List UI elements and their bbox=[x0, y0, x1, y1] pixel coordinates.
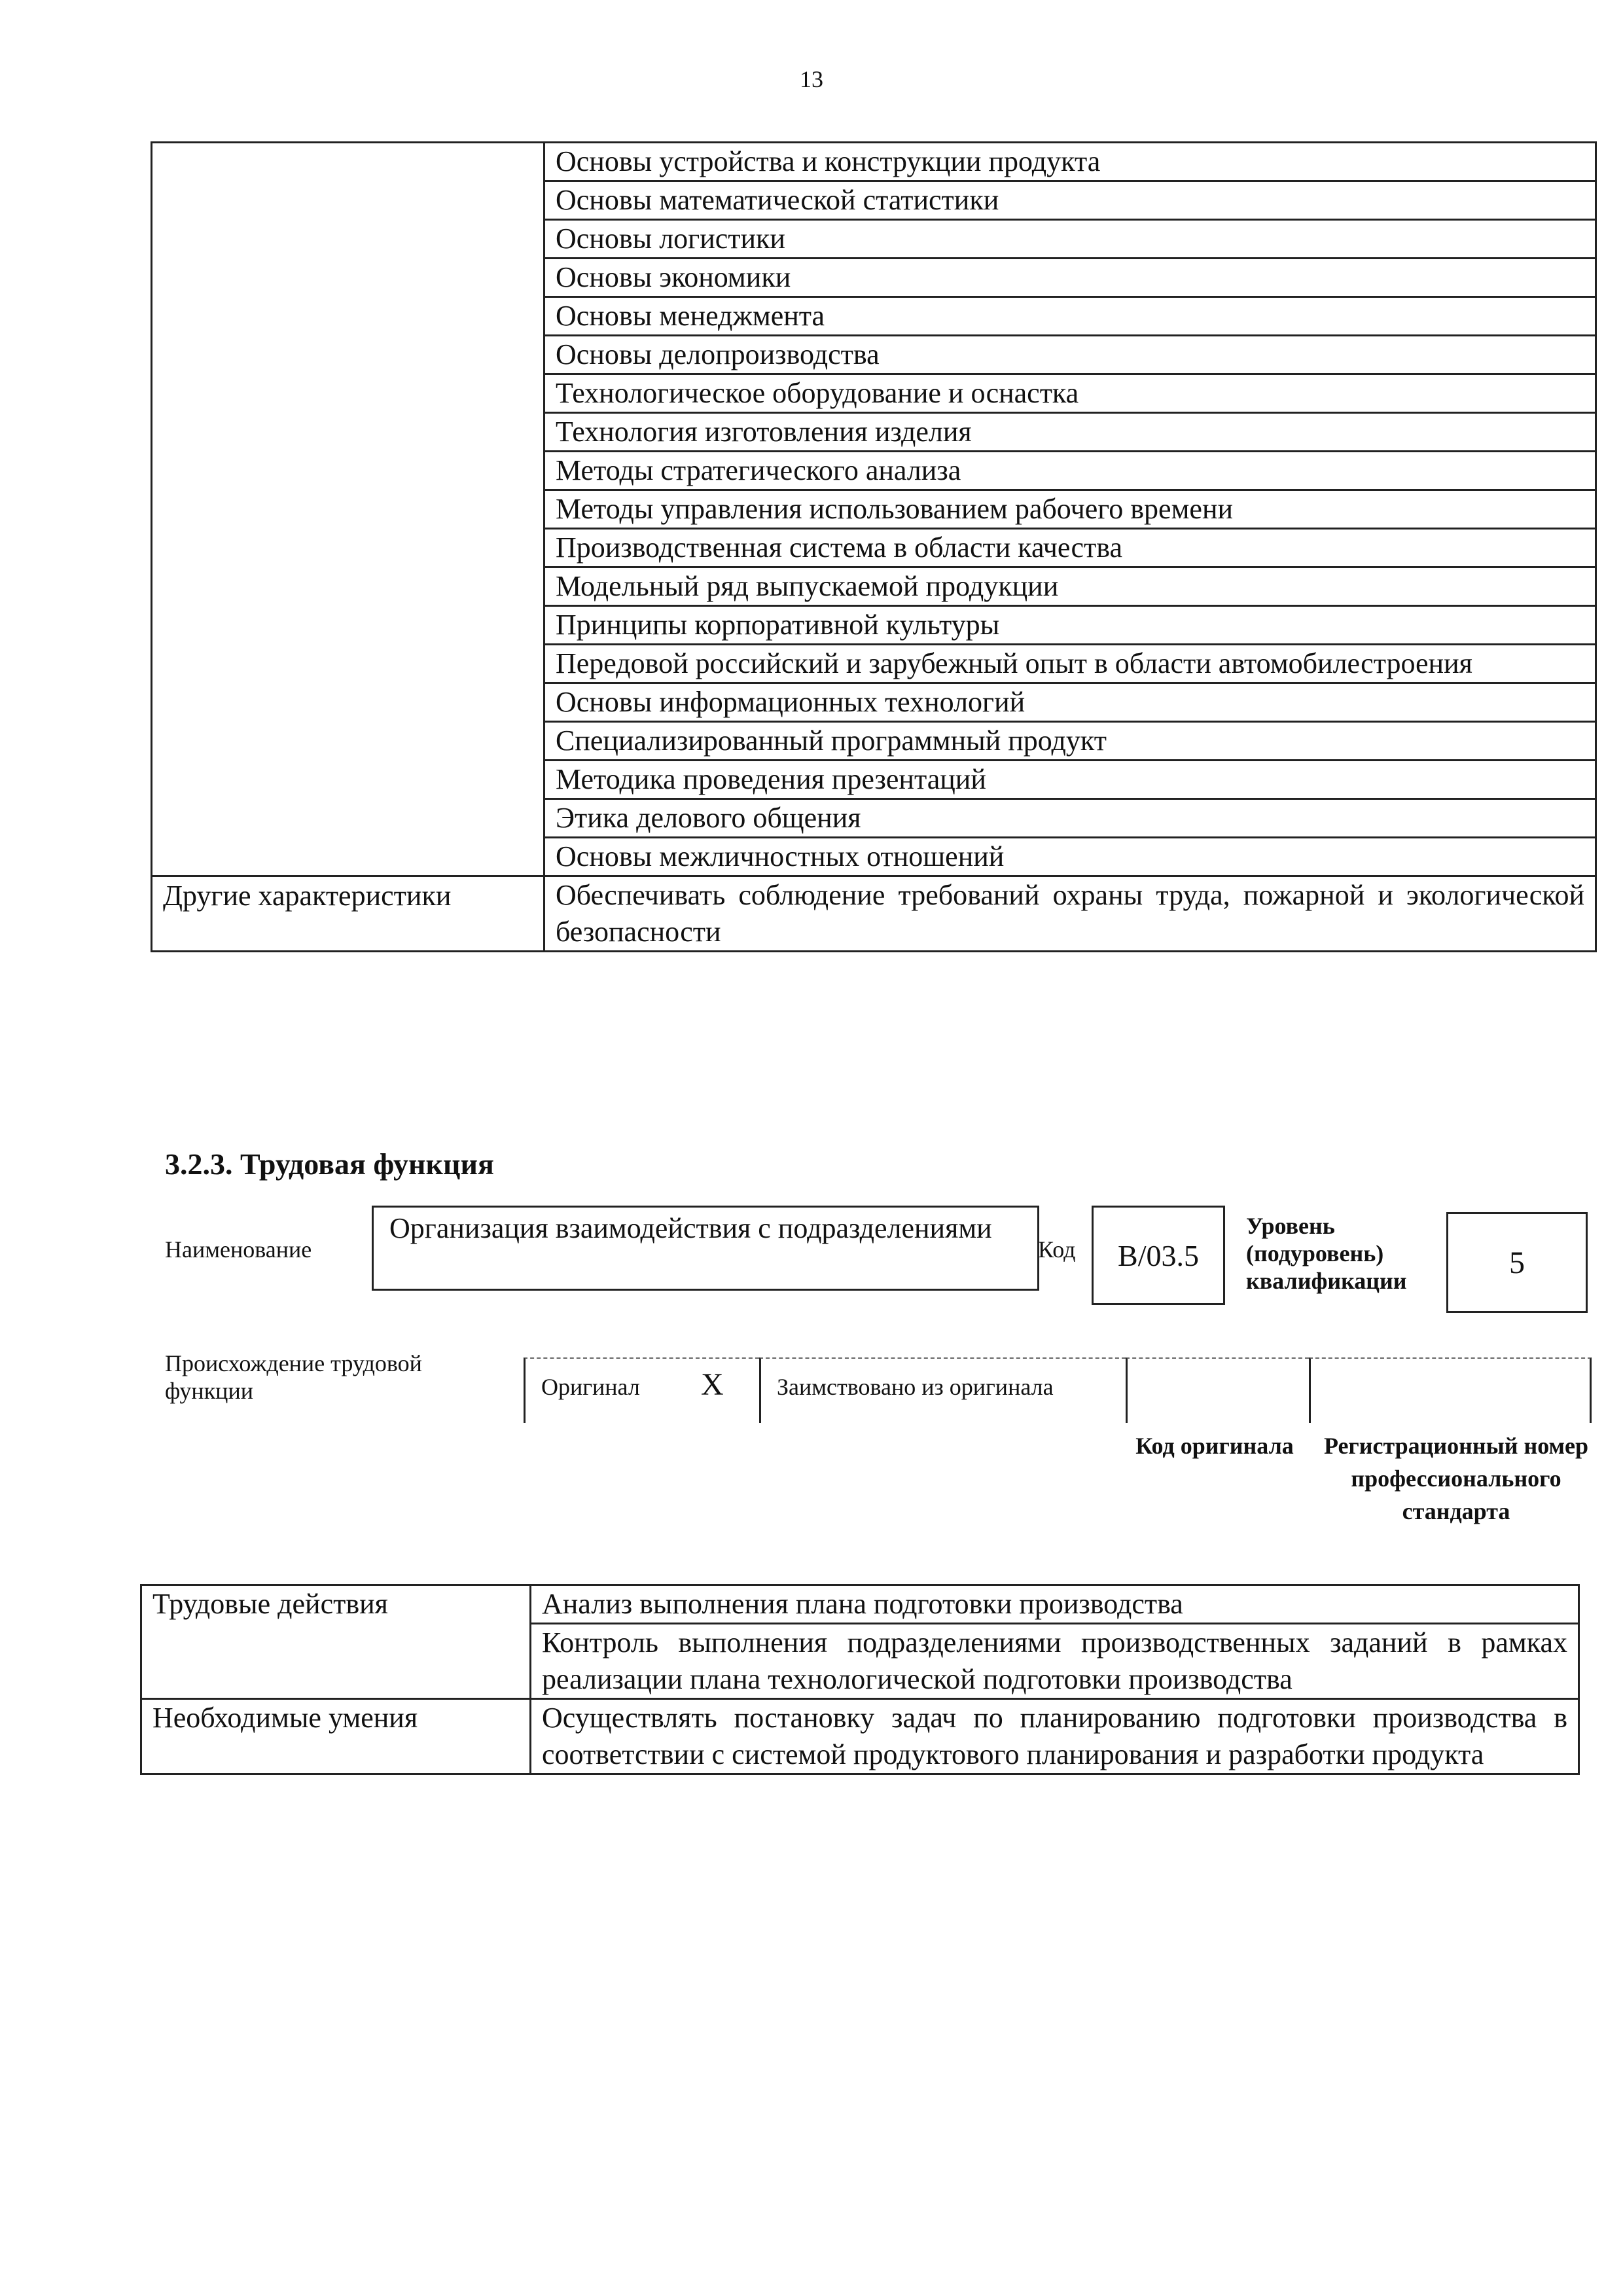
origin-mark: X bbox=[701, 1367, 724, 1402]
list-item: Анализ выполнения плана подготовки производства bbox=[531, 1585, 1579, 1624]
page-number: 13 bbox=[800, 66, 823, 92]
level-label: Уровень (подуровень) квалификации bbox=[1246, 1213, 1407, 1294]
list-item: Основы математической статистики bbox=[544, 181, 1596, 220]
list-item: Основы логистики bbox=[544, 220, 1596, 259]
table-row bbox=[141, 1585, 1579, 1624]
list-item: Основы межличностных отношений bbox=[544, 838, 1596, 876]
origin-borrowed-cell bbox=[759, 1357, 1126, 1423]
list-item: Передовой российский и зарубежный опыт в области автомобилестроения bbox=[544, 645, 1596, 683]
section-title: 3.2.3. Трудовая функция bbox=[165, 1147, 494, 1181]
other-characteristics-label: Другие характеристики bbox=[152, 876, 544, 952]
list-item: Методы управления использованием рабочего времени bbox=[544, 490, 1596, 529]
origin-original-label: Оригинал bbox=[541, 1374, 640, 1400]
list-item: Технология изготовления изделия bbox=[544, 413, 1596, 452]
name-value: Организация взаимодействия с подразделениями bbox=[372, 1206, 1039, 1291]
origin-code-cell bbox=[1126, 1357, 1309, 1423]
code-original-label: Код оригинала bbox=[1135, 1433, 1294, 1459]
list-item: Технологическое оборудование и оснастка bbox=[544, 374, 1596, 413]
list-item: Осуществлять постановку задач по планированию подготовки производства в соответствии с системой продуктового планирования и разработки продукта bbox=[531, 1699, 1579, 1774]
list-item: Этика делового общения bbox=[544, 799, 1596, 838]
code-value: В/03.5 bbox=[1092, 1206, 1225, 1305]
actions-table bbox=[140, 1584, 1580, 1775]
list-item: Производственная система в области качества bbox=[544, 529, 1596, 567]
list-item: Модельный ряд выпускаемой продукции bbox=[544, 567, 1596, 606]
reg-number-label: Регистрационный номер профессионального стандарта bbox=[1323, 1433, 1589, 1524]
level-value: 5 bbox=[1446, 1212, 1588, 1313]
list-item: Основы устройства и конструкции продукта bbox=[544, 143, 1596, 181]
empty-label-cell bbox=[152, 143, 544, 876]
list-item: Основы делопроизводства bbox=[544, 336, 1596, 374]
skills-label: Необходимые умения bbox=[141, 1699, 531, 1774]
other-characteristics-value: Обеспечивать соблюдение требований охраны труда, пожарной и экологической безопасности bbox=[544, 876, 1596, 952]
list-item: Контроль выполнения подразделениями производственных заданий в рамках реализации плана технологической подготовки производства bbox=[531, 1624, 1579, 1699]
origin-borrowed-label: Заимствовано из оригинала bbox=[777, 1374, 1054, 1400]
table-row bbox=[152, 876, 1596, 952]
labor-actions-label: Трудовые действия bbox=[141, 1585, 531, 1699]
table-row bbox=[141, 1699, 1579, 1774]
list-item: Основы менеджмента bbox=[544, 297, 1596, 336]
origin-original-cell bbox=[524, 1357, 759, 1423]
origin-row bbox=[524, 1357, 1592, 1423]
list-item: Методика проведения презентаций bbox=[544, 761, 1596, 799]
table-row bbox=[152, 143, 1596, 181]
code-label: Код bbox=[1038, 1236, 1076, 1263]
list-item: Основы экономики bbox=[544, 259, 1596, 297]
list-item: Специализированный программный продукт bbox=[544, 722, 1596, 761]
list-item: Методы стратегического анализа bbox=[544, 452, 1596, 490]
name-label: Наименование bbox=[165, 1236, 312, 1263]
origin-reg-cell bbox=[1309, 1357, 1592, 1423]
list-item: Принципы корпоративной культуры bbox=[544, 606, 1596, 645]
origin-label: Происхождение трудовой функции bbox=[165, 1350, 422, 1404]
knowledge-table bbox=[151, 141, 1597, 952]
list-item: Основы информационных технологий bbox=[544, 683, 1596, 722]
